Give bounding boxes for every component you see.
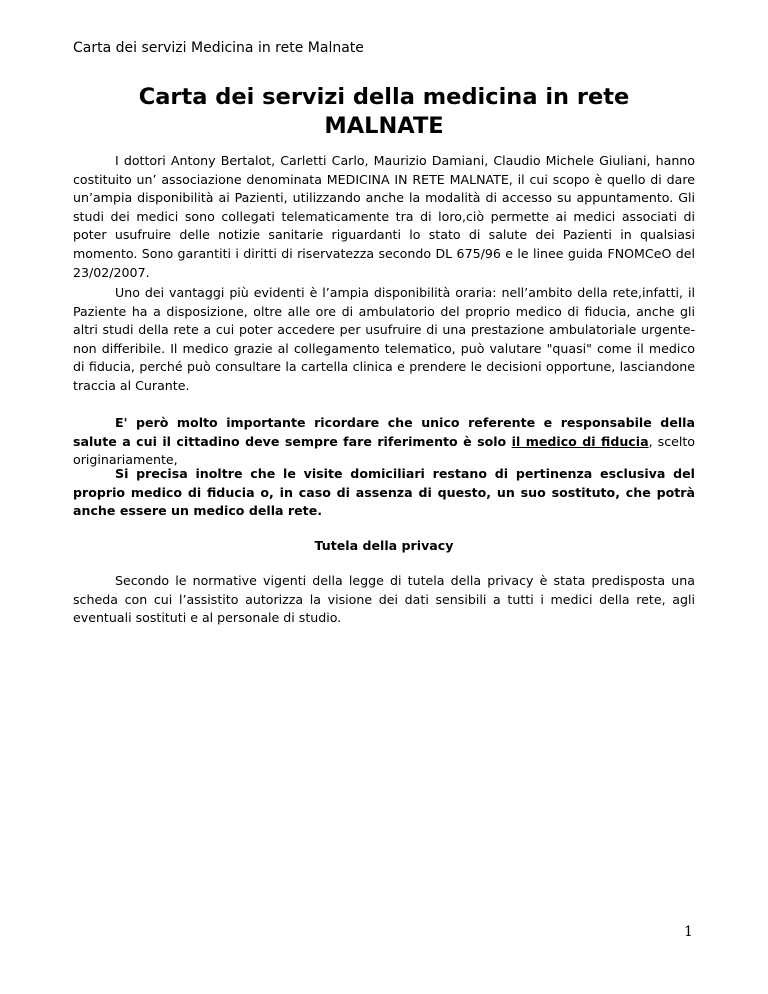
paragraph-home-visits: Si precisa inoltre che le visite domiciliari restano di pertinenza esclusiva del proprio medico di fiducia o, in caso di assenza di questo, un suo sostituto, che potrà anche essere un medico della rete.: [73, 466, 695, 519]
running-header: Carta dei servizi Medicina in rete Malnate: [73, 40, 364, 56]
paragraph-availability: Uno dei vantaggi più evidenti è l’ampia disponibilità oraria: nell’ambito della rete,infatti, il Paziente ha a disposizione, oltre alle ore di ambulatorio del proprio medico di fiducia, anche gli altri studi della rete a cui poter accedere per usufruire di una prestazione ambulatoriale urgente- non differibile. Il medico grazie al collegamento telematico, può valutare "quasi" come il medico di fiducia, perché può consultare la cartella clinica e prendere le decisioni opportune, lasciandone traccia al Curante.: [73, 285, 695, 393]
paragraph-association: I dottori Antony Bertalot, Carletti Carlo, Maurizio Damiani, Claudio Michele Giuliani, hanno costituito un’ associazione denominata MEDICINA IN RETE MALNATE, il cui scopo è quello di dare un’ampia disponibilità ai Pazienti, utilizzando anche la modalità di accesso su appuntamento. Gli studi dei medici sono collegati telematicamente tra di loro,ciò permette ai medici associati di poter usufruire delle notizie sanitarie riguardanti lo stato di salute dei Pazienti in qualsiasi momento. Sono garantiti i diritti di riservatezza secondo DL 675/96 e le linee guida FNOMCeO del 23/02/2007.: [73, 153, 695, 280]
paragraph-referent-bold: E' però molto importante ricordare che unico referente e responsabile della salute a cui il cittadino deve sempre fare riferimento è solo: [73, 415, 695, 449]
section-heading-privacy: Tutela della privacy: [314, 538, 454, 553]
page-number: 1: [684, 924, 693, 940]
document-title-line-1: Carta dei servizi della medicina in rete: [138, 84, 630, 110]
paragraph-referent-underlined: il medico di fiducia: [511, 433, 649, 449]
document-title: [73, 83, 695, 141]
paragraph-privacy: Secondo le normative vigenti della legge di tutela della privacy è stata predisposta una scheda con cui l’assistito autorizza la visione dei dati sensibili a tutti i medici della rete, agli eventuali sostituti e al personale di studio.: [73, 573, 695, 626]
paragraph-referent: [73, 414, 695, 470]
document-title-line-2: MALNATE: [324, 113, 444, 139]
paragraph-referent-tail: , scelto originariamente,: [73, 433, 696, 468]
